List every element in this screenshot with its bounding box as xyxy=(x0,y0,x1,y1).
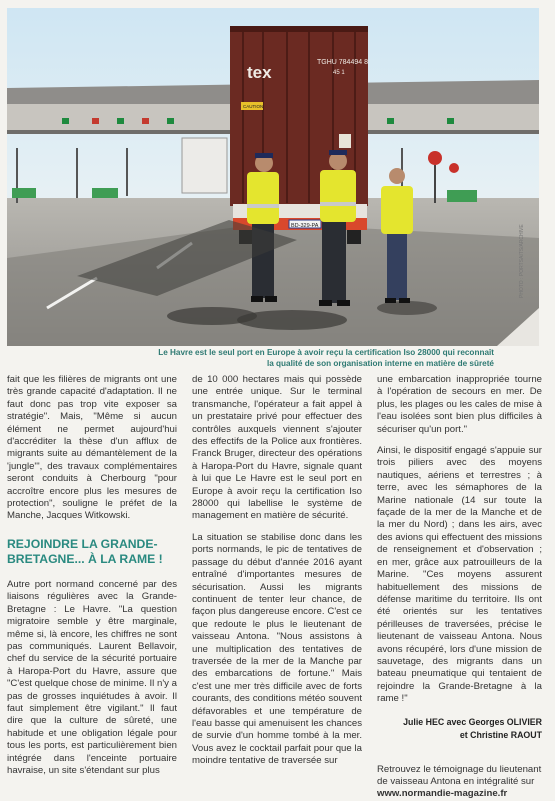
footer-url-link[interactable]: www.normandie-magazine.fr xyxy=(377,788,508,800)
truck-plate: BD-329-PA xyxy=(291,223,319,229)
paragraph: La situation se stabilise donc dans les ports normands, le pic de tentatives de passage du début d'année 2016 ayant entraîné d'importantes mesures de sécurisation. Aussi les migrants continuent de tenter leur chance, de façon plus dangereuse encore. C'est ce que redoute le plus le lieutenant de vaisseau Antona. "Nous assistons à une multiplication des tentatives de traversée de la mer de la Manche par des embarcations de fortune." Mais c'est une mer très difficile avec de forts courants, des conditions météo souvent défavorables et une température de l'eau basse qui amenuisent les chances de survie d'un homme tombé à la mer. Vous avez le cocktail parfait pour que la moindre tentative de traversée sur xyxy=(192,531,362,767)
paragraph: une embarcation inappropriée tourne à l'opération de secours en mer. De plus, les plages ou les cales de mise à l'eau isolées sont bien plus difficiles à sécuriser qu'un port." xyxy=(377,374,542,435)
caption-line-1: Le Havre est le seul port en Europe à avoir reçu la certification Iso 28000 qui reconnaît xyxy=(158,348,494,357)
container-brand: tex xyxy=(247,63,272,82)
author-line-1: Julie HEC avec Georges OLIVIER xyxy=(403,716,542,727)
article-column-3 xyxy=(377,374,542,801)
footer-note xyxy=(377,764,542,801)
container-code: TGHU 784494 8 xyxy=(317,59,368,66)
photo-caption xyxy=(100,348,494,369)
footer-text: Retrouvez le témoignage du lieutenant de vaisseau Antona en intégralité sur xyxy=(377,763,542,787)
author-line-2: et Christine RAOUT xyxy=(459,729,542,740)
paragraph: fait que les filières de migrants ont une très grande capacité d'adaptation. Il ne faut donc pas trop vite exposer sa stratégie". Mais, "Même si aucun élément ne permet aujourd'hui d'accréditer la thèse d'un afflux de migrants suite au démantèlement de la 'jungle'", des travaux complémentaires seront conduits à Cherbourg "pour accroître encore plus les mesures de protection", souligne le préfet de la Manche, Jacques Witkowski. xyxy=(7,374,177,522)
photo-credit: PHOTO : PORTSAITS/ARCHIVE xyxy=(519,224,525,298)
paragraph: Ainsi, le dispositif engagé s'appuie sur trois piliers avec des moyens nautiques, aériens et terrestres ; à terre, avec les sémaphores de la Marine nationale (14 sur toute la façade de la mer de la Manche et de la mer du Nord) ; dans les airs, avec des avions qui effectuent des missions de renseignement et d'observation ; en mer, grâce aux patrouilleurs de la Marine. "Ces moyens assurent habituellement des missions de défense maritime du territoire. Ils ont été orientés sur les tentatives périlleuses de traversées, précise le lieutenant de vaisseau Antona. Nous avons récupéré, lors d'une mission de sauvetage, des migrants dans un bateau pneumatique qui tentaient de rejoindre la Grande-Bretagne à la rame !" xyxy=(377,445,542,705)
article-column-2 xyxy=(192,374,362,777)
container-sub: 45 1 xyxy=(333,70,345,76)
article-column-1 xyxy=(7,374,177,786)
author-signature xyxy=(377,716,542,742)
container-warning: CAUTION xyxy=(243,104,264,109)
paragraph: de 10 000 hectares mais qui possède une entrée unique. Sur le terminal transmanche, l'opérateur a fait appel à un prestataire privé pour effectuer des contrôles auxquels viennent s'ajouter des effectifs de la Police aux frontières. Franck Bruger, directeur des opérations à Haropa-Port du Havre, signale quant à lui que Le Havre est le seul port en Europe à avoir reçu la certification Iso 28000 qui labellise le système de management en matière de sécurité. xyxy=(192,374,362,522)
port-photo xyxy=(7,8,539,346)
section-heading: REJOINDRE LA GRANDE-BRETAGNE... À LA RAME ! xyxy=(7,536,163,566)
caption-line-2: la qualité de son organisation interne en matière de sûreté xyxy=(266,358,494,368)
paragraph: Autre port normand concerné par des liaisons régulières avec la Grande-Bretagne : Le Havre. "La question migratoire semble y être marginale, même si, là encore, les chiffres ne sont pas communiqués. Laurent Bellavoir, chef du service de la sécurité portuaire à Haropa-Port du Havre, assure que "C'est quelque chose de minime. Il n'y a pas de grosses inquiétudes à avoir. Il faut simplement être vigilant." Il faut dire que la culture de sûreté, une habitude et une obligation légale pour tous les ports, est particulièrement bien intégrée dans l'enceinte portuaire havraise, un site s'étendant sur plus xyxy=(7,578,177,776)
